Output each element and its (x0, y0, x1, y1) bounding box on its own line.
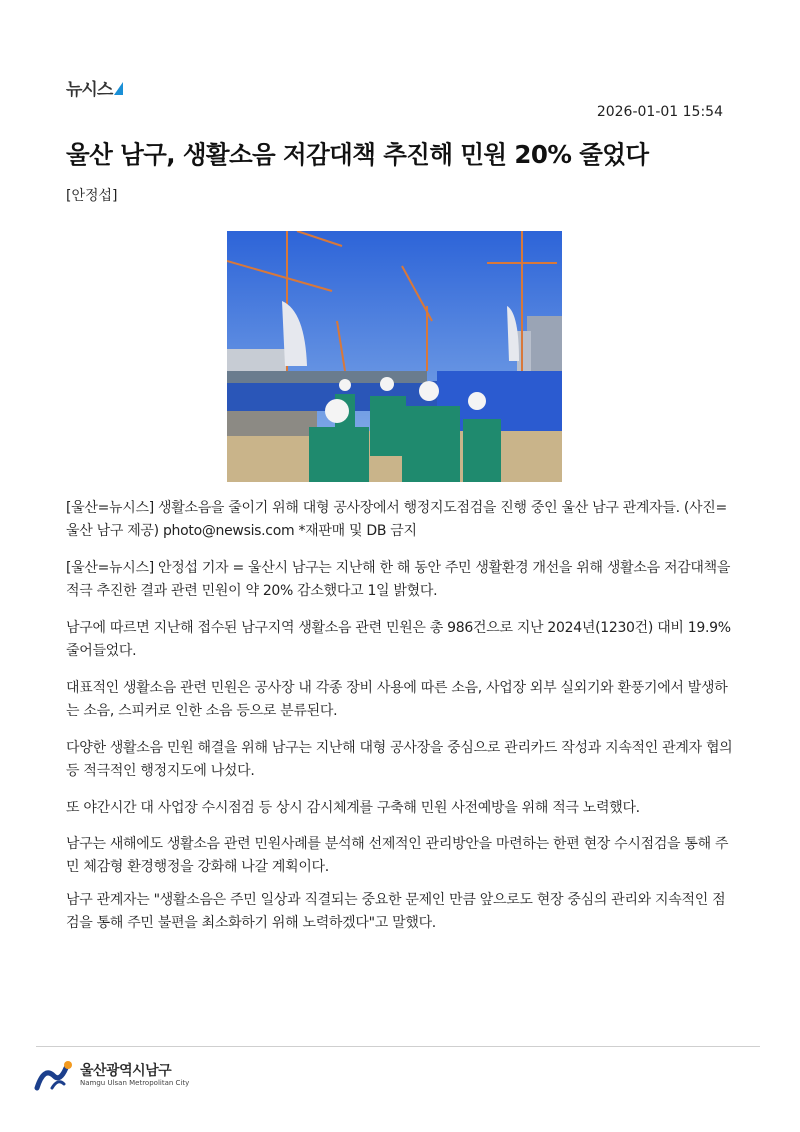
publish-timestamp: 2026-01-01 15:54 (596, 104, 723, 120)
footer-divider (36, 1046, 760, 1047)
article-paragraph: 남구 관계자는 "생활소음은 주민 일상과 직결되는 중요한 문제인 만큼 앞으로도 현장 중심의 관리와 지속적인 점검을 통해 주민 불편을 최소화하기 위해 노력하겠다"고 말했다. (66, 892, 726, 931)
newsis-logo (66, 75, 123, 100)
article-paragraph: 남구에 따르면 지난해 접수된 남구지역 생활소음 관련 민원은 총 986건으로 지난 2024년(1230건) 대비 19.9% 줄어들었다. (66, 620, 731, 659)
org-name-english: Namgu Ulsan Metropolitan City (80, 1078, 190, 1087)
article-paragraph: 대표적인 생활소음 관련 민원은 공사장 내 각종 장비 사용에 따른 소음, 사업장 외부 실외기와 환풍기에서 발생하는 소음, 스피커로 인한 소음 등으로 분류된다. (66, 680, 728, 719)
article-paragraph: [울산=뉴시스] 안정섭 기자 = 울산시 남구는 지난해 한 해 동안 주민 생활환경 개선을 위해 생활소음 저감대책을 적극 추진한 결과 관련 민원이 약 20% 감소했다고 1일 밝혔다. (66, 560, 731, 599)
namgu-footer-logo (34, 1058, 189, 1092)
org-name-korean: 울산광역시남구 (80, 1062, 172, 1079)
namgu-emblem-icon (34, 1058, 76, 1092)
article-byline: [안정섭] (66, 188, 118, 204)
article-paragraph: 또 야간시간 대 사업장 수시점검 등 상시 감시체계를 구축해 민원 사전예방을 위해 적극 노력했다. (66, 800, 640, 816)
logo-mark-icon (114, 82, 123, 95)
photo-caption: [울산=뉴시스] 생활소음을 줄이기 위해 대형 공사장에서 행정지도점검을 진행 중인 울산 남구 관계자들. (사진=울산 남구 제공) photo@newsis.com *재판매 및 DB 금지 (66, 500, 727, 539)
logo-text: 뉴시스 (66, 80, 113, 100)
article-title: 울산 남구, 생활소음 저감대책 추진해 민원 20% 줄었다 (66, 140, 649, 169)
article-paragraph: 다양한 생활소음 민원 해결을 위해 남구는 지난해 대형 공사장을 중심으로 관리카드 작성과 지속적인 관계자 협의 등 적극적인 행정지도에 나섰다. (66, 740, 733, 779)
construction-site-photo (227, 231, 562, 482)
article-paragraph: 남구는 새해에도 생활소음 관련 민원사례를 분석해 선제적인 관리방안을 마련하는 한편 현장 수시점검을 통해 주민 체감형 환경행정을 강화해 나갈 계획이다. (66, 836, 729, 875)
article-photo (227, 231, 562, 482)
